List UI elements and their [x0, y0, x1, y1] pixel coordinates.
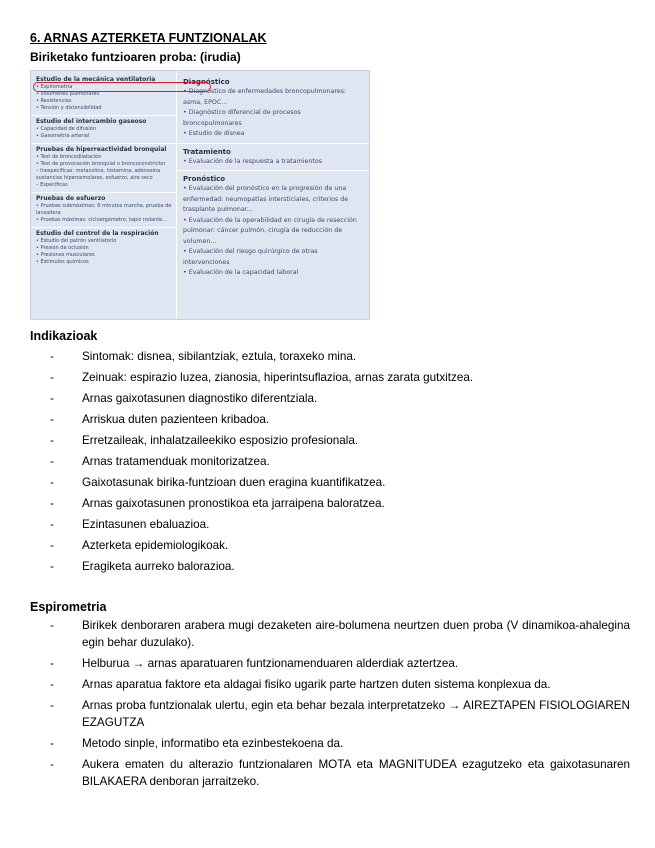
- figure-left-item: • Resistencias: [36, 98, 72, 104]
- espirometria-list: [30, 617, 630, 790]
- figure-left-heading: Pruebas de hiperreactividad bronquial: [36, 146, 167, 153]
- figure-left-item: • Volúmenes pulmonares: [36, 91, 100, 97]
- list-item: - Arnas proba funtzionalak ulertu, egin eta behar bezala interpretatzeko → AIREZTAPEN FISIOLOGIAREN EZAGUTZA: [30, 697, 630, 731]
- figure-left-item: sustancias hiperosmolares, esfuerzo, aire seco: [36, 175, 153, 181]
- figure-left-item: • Pruebas máximas: cicloergómetro, tapiz rodante...: [36, 217, 168, 223]
- figure-left-heading: Estudio de la mecánica ventilatoria: [36, 76, 156, 83]
- figure-divider: [31, 143, 176, 144]
- document-page: [30, 30, 630, 794]
- list-item: - Sintomak: disnea, sibilantziak, eztula, toraxeko mina.: [30, 346, 630, 367]
- figure-right-item: • Evaluación del riesgo quirúrgico de otras: [183, 248, 318, 255]
- list-item: - Arnas tratamenduak monitorizatzea.: [30, 451, 630, 472]
- figure-right-item: intervenciones: [183, 258, 230, 266]
- list-item: - Zeinuak: espirazio luzea, zianosia, hiperintsuflazioa, arnas zarata gutxitzea.: [30, 367, 630, 388]
- figure-right-item: trasplante pulmonar...: [183, 206, 253, 213]
- figure-right-heading: Pronóstico: [183, 175, 226, 183]
- figure-left-heading: Estudio del control de la respiración: [36, 230, 159, 237]
- list-item: - Azterketa epidemiologikoak.: [30, 535, 630, 556]
- list-item: - Ezintasunen ebaluazioa.: [30, 514, 630, 535]
- figure-caption: Biriketako funtzioaren proba: (irudia): [30, 50, 241, 64]
- figure-right-item: • Estudio de disnea: [183, 130, 245, 137]
- figure-left-item: – Específicas: [36, 182, 68, 188]
- figure-right-item: enfermedad: neumopatías intersticiales, criterios de: [183, 195, 349, 203]
- figure-left-item: • Test de provocación bronquial o broncoconstrictor: [36, 161, 166, 167]
- figure-divider: [177, 143, 369, 144]
- figure-left-item: • Pruebas submáximas: 6 minutos marcha, prueba de: [36, 203, 172, 209]
- figure-left-item: lanzadera: [36, 210, 61, 216]
- figure-left-item: • Estímulos químicos: [36, 259, 89, 265]
- figure-right-heading: Diagnóstico: [183, 78, 230, 86]
- figure-right-column: [177, 71, 369, 319]
- list-item: - Arnas aparatua faktore eta aldagai fisiko ugarik parte hartzen duten sistema konplexua da.: [30, 676, 630, 693]
- figure-left-heading: Estudio del intercambio gaseoso: [36, 118, 147, 125]
- list-item: - Eragiketa aurreko balorazioa.: [30, 556, 630, 577]
- figure-right-item: • Diagnóstico de enfermedades broncopulmonares:: [183, 88, 347, 95]
- list-item: - Arnas gaixotasunen diagnostiko diferentziala.: [30, 388, 630, 409]
- figure-divider: [31, 192, 176, 193]
- figure-left-item: • Gasometría arterial: [36, 133, 90, 139]
- espirometria-heading: Espirometria: [30, 600, 107, 614]
- list-item: - Arriskua duten pazienteen kribadoa.: [30, 409, 630, 430]
- figure-right-item: pulmonar: cáncer pulmón, cirugía de reducción de: [183, 227, 343, 234]
- figure-right-heading: Tratamiento: [183, 147, 231, 156]
- figure-left-item: • Espirometría: [36, 84, 73, 90]
- indikazioak-heading: Indikazioak: [30, 329, 98, 343]
- figure-left-item: • Presión de oclusión: [36, 245, 89, 251]
- figure-right-item: • Evaluación de la capacidad laboral: [183, 269, 299, 276]
- figure-left-column: [31, 71, 177, 319]
- figure-left-item: • Capacidad de difusión: [36, 126, 97, 132]
- list-item: - Erretzaileak, inhalatzaileekiko esposizio profesionala.: [30, 430, 630, 451]
- list-item: - Helburua → arnas aparatuaren funtzionamenduaren alderdiak aztertzea.: [30, 655, 630, 672]
- figure-left-item: • Estudio del patrón ventilatorio: [36, 238, 117, 244]
- list-item: - Aukera ematen du alterazio funtzionalaren MOTA eta MAGNITUDEA ezagutzeko eta gaixotasunaren BILAKAERA denboran jarraitzeko.: [30, 756, 630, 790]
- figure-left-heading: Pruebas de esfuerzo: [36, 195, 106, 202]
- figure-right-item: volumen...: [183, 237, 217, 245]
- figure-left-item: • Tensión y distensibilidad: [36, 105, 102, 111]
- list-item: - Metodo sinple, informatibo eta ezinbestekoena da.: [30, 735, 630, 752]
- figure-left-item: • Presiones musculares: [36, 252, 95, 258]
- figure-left-item: – Inespecíficas: metacolina, histamina, adenosina: [36, 168, 161, 174]
- highlight-oval: [33, 82, 211, 92]
- indikazioak-list: [30, 346, 630, 577]
- figure-right-item: • Evaluación de la respuesta a tratamientos: [183, 157, 322, 165]
- pulmonary-function-figure: [30, 70, 370, 320]
- figure-right-item: • Diagnóstico diferencial de procesos: [183, 109, 301, 116]
- figure-left-item: • Test de broncodilatación: [36, 154, 102, 160]
- figure-right-item: broncopulmonares: [183, 119, 242, 127]
- list-item: - Gaixotasunak birika-funtzioan duen eragina kuantifikatzea.: [30, 472, 630, 493]
- figure-divider: [31, 115, 176, 116]
- list-item: - Birikek denboraren arabera mugi dezaketen aire-bolumena neurtzen duen proba (V dinamikoa-ahalegina egin behar duzulako).: [30, 617, 630, 651]
- section-title: 6. ARNAS AZTERKETA FUNTZIONALAK: [30, 31, 267, 45]
- figure-right-item: • Evaluación del pronóstico en la progresión de una: [183, 185, 347, 192]
- figure-right-item: asma, EPOC...: [183, 98, 228, 106]
- figure-divider: [177, 170, 369, 171]
- figure-right-item: • Evaluación de la operabilidad en cirugía de resección: [183, 216, 357, 224]
- figure-divider: [31, 227, 176, 228]
- list-item: - Arnas gaixotasunen pronostikoa eta jarraipena baloratzea.: [30, 493, 630, 514]
